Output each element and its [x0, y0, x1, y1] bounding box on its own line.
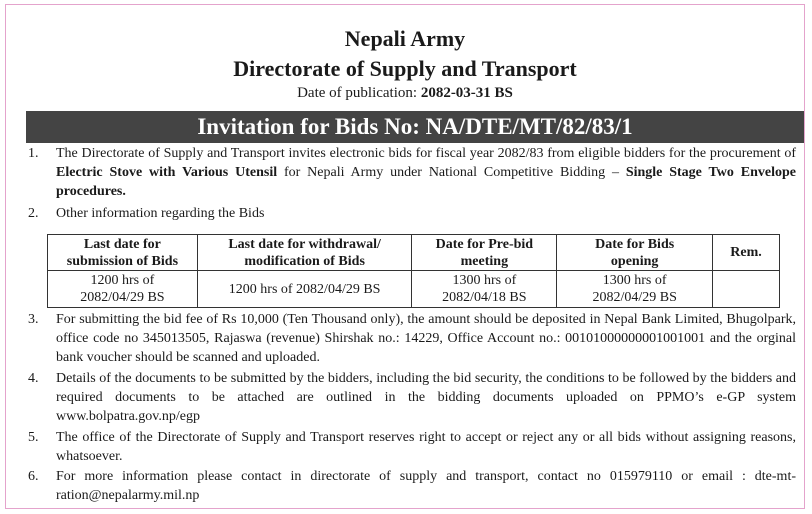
invitation-banner: Invitation for Bids No: NA/DTE/MT/82/83/1: [26, 111, 804, 143]
cell-remarks: [713, 271, 780, 308]
item-1-part-1: The Directorate of Supply and Transport invites electronic bids for fiscal year 2082/83 from eligible bidders for the procurement of: [56, 146, 796, 161]
item-number: 3.: [28, 312, 39, 327]
col-prebid-date: [412, 235, 557, 271]
publication-date: [6, 85, 804, 102]
cell-line: 1200 hrs of: [90, 273, 155, 288]
publication-label: Date of publication:: [297, 85, 421, 101]
item-5-text: The office of the Directorate of Supply and Transport reserves right to accept or reject any or all bids without assigning reasons, whatsoever.: [56, 430, 796, 464]
header-line: meeting: [460, 253, 509, 269]
header-line: Last date for withdrawal/: [228, 236, 381, 252]
header-line: opening: [610, 253, 659, 269]
table-header-row: [48, 235, 780, 271]
item-1-text: [56, 144, 796, 201]
header-line: modification of Bids: [244, 253, 365, 269]
org-name: Nepali Army: [344, 26, 466, 51]
cell-line: 1300 hrs of: [452, 273, 517, 288]
cell-opening-date: [557, 271, 713, 308]
publication-date-value: 2082-03-31 BS: [420, 85, 513, 101]
header-line: submission of Bids: [66, 253, 179, 269]
col-submission-date: [48, 235, 198, 271]
cell-prebid-date: [412, 271, 557, 308]
cell-submission-date: [48, 271, 198, 308]
item-3-text: For submitting the bid fee of Rs 10,000 (Ten Thousand only), the amount should be deposited in Nepal Bank Limited, Bhugolpark, office code no 345013505, Rajaswa (revenue) Shirshak no.: 14229, Office Account no.: 00101000000001001001 and the orginal bank voucher should be scanned and uploaded.: [56, 312, 796, 365]
item-1-part-2: for Nepali Army under National Competitive Bidding –: [277, 165, 626, 180]
table-row: [48, 271, 780, 308]
bids-table: [47, 234, 780, 308]
header-line: Date for Pre-bid: [435, 236, 534, 252]
cell-line: 2082/04/18 BS: [442, 290, 527, 305]
item-4-text: Details of the documents to be submitted by the bidders, including the bid security, the conditions to be followed by the bidders and required documents to be attached are outlined in the bidding documents uploaded on PPMO’s e-GP system www.bolpatra.gov.np/egp: [56, 371, 796, 424]
item-6-text: For more information please contact in directorate of supply and transport, contact no 015979110 or email : dte-mt-ration@nepalarmy.mil.np: [56, 469, 796, 503]
cell-line: 2082/04/29 BS: [80, 290, 165, 305]
header-line: Date for Bids: [595, 236, 675, 252]
cell-withdrawal-date: 1200 hrs of 2082/04/29 BS: [197, 271, 412, 308]
item-1-procedure: Single Stage Two Envelope procedures.: [56, 165, 797, 199]
notice-frame: [5, 4, 805, 509]
col-opening-date: [557, 235, 713, 271]
item-number: 2.: [28, 206, 39, 221]
col-remarks: Rem.: [713, 235, 780, 271]
col-withdrawal-date: [197, 235, 412, 271]
cell-line: 1300 hrs of: [602, 273, 667, 288]
cell-line: 2082/04/29 BS: [592, 290, 677, 305]
item-2-text: Other information regarding the Bids: [56, 206, 265, 221]
item-number: 5.: [28, 430, 39, 445]
item-number: 4.: [28, 371, 39, 386]
header-line: Last date for: [83, 236, 161, 252]
item-1-product: Electric Stove with Various Utensil: [56, 165, 278, 180]
item-number: 1.: [28, 146, 39, 161]
directorate-name: Directorate of Supply and Transport: [233, 56, 577, 81]
item-number: 6.: [28, 469, 39, 484]
